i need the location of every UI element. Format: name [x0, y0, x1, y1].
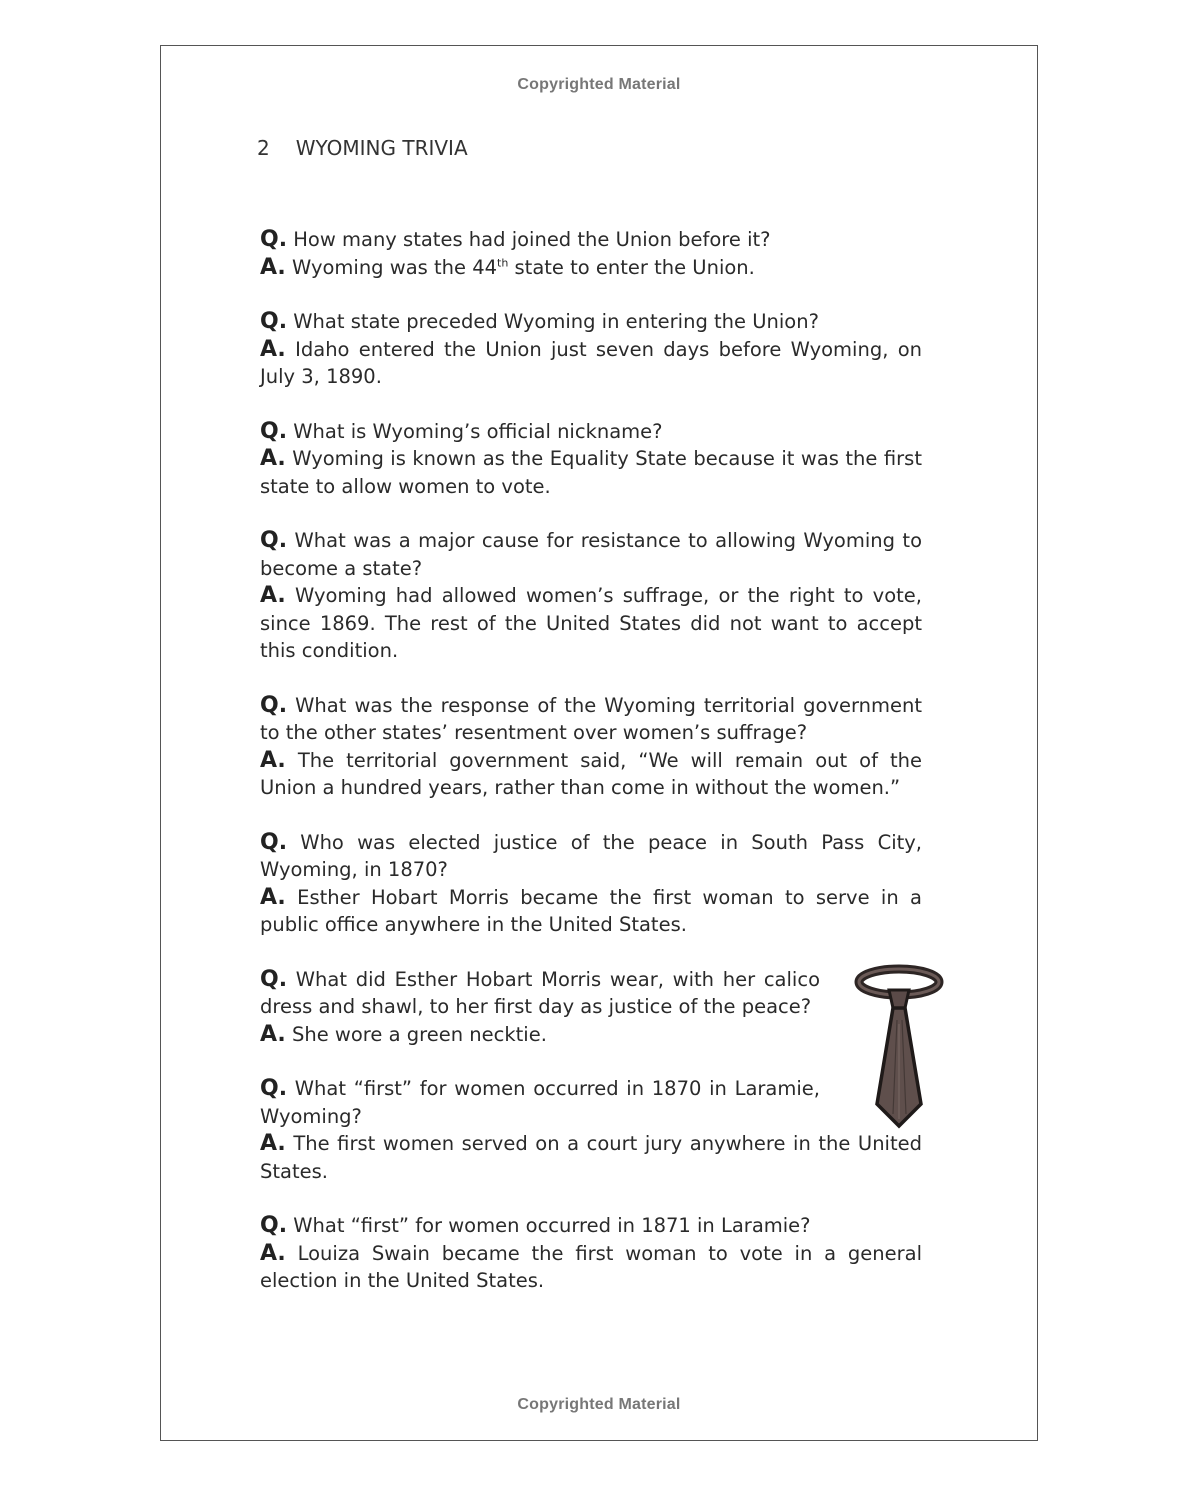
answer-text: Louiza Swain became the first woman to vote in a general election in the United States. — [260, 1241, 922, 1292]
question — [260, 1212, 922, 1240]
answer-text: Wyoming is known as the Equality State because it was the first state to allow women to vote. — [260, 447, 922, 498]
qa-item — [260, 308, 922, 391]
answer-text: She wore a green necktie. — [292, 1022, 547, 1046]
question-marker: Q. — [260, 309, 288, 334]
qa-item — [260, 692, 922, 802]
answer-marker: A. — [260, 336, 286, 362]
question-text: What is Wyoming’s official nickname? — [293, 419, 663, 443]
page-title: WYOMING TRIVIA — [295, 136, 468, 160]
qa-list — [260, 226, 922, 1322]
answer — [260, 336, 922, 391]
answer-marker: A. — [260, 446, 286, 471]
question-text: How many states had joined the Union before it? — [293, 228, 771, 251]
qa-item — [260, 527, 922, 665]
answer — [260, 445, 922, 500]
question-marker: Q. — [260, 418, 288, 444]
answer-marker: A. — [260, 747, 286, 773]
answer-marker: A. — [260, 884, 286, 910]
question-marker: Q. — [260, 966, 288, 992]
answer — [260, 1021, 820, 1049]
question-text: What was the response of the Wyoming territorial government to the other states’ resentment over women’s suffrage? — [260, 693, 923, 744]
answer-text: The first women served on a court jury anywhere in the United States. — [260, 1132, 922, 1183]
question-marker: Q. — [260, 528, 288, 553]
question-marker: Q. — [260, 829, 288, 855]
question-text: What “first” for women occurred in 1870 in Laramie, Wyoming? — [260, 1077, 820, 1128]
answer — [260, 747, 922, 802]
answer-marker: A. — [260, 1131, 286, 1156]
question-text: What “first” for women occurred in 1871 in Laramie? — [293, 1214, 811, 1237]
answer-text-end: state to enter the Union. — [508, 255, 755, 279]
question — [260, 226, 922, 254]
answer-text: The territorial government said, “We will remain out of the Union a hundred years, rather than come in without the women.” — [260, 748, 922, 799]
question-marker: Q. — [260, 1076, 288, 1101]
question — [260, 1075, 820, 1130]
answer-text: Wyoming had allowed women’s suffrage, or the right to vote, since 1869. The rest of the United States did not want to accept this condition. — [260, 584, 922, 662]
qa-item — [260, 418, 922, 501]
answer-marker: A. — [260, 1240, 286, 1266]
qa-item — [260, 829, 922, 939]
question-marker: Q. — [260, 1213, 288, 1238]
question — [260, 418, 922, 446]
answer — [260, 254, 922, 282]
book-page — [160, 45, 1038, 1441]
answer-marker: A. — [260, 583, 286, 608]
answer-marker: A. — [260, 1021, 286, 1047]
answer — [260, 1130, 922, 1185]
question — [260, 527, 922, 582]
question-text: Who was elected justice of the peace in South Pass City, Wyoming, in 1870? — [260, 830, 922, 881]
answer — [260, 884, 922, 939]
question-marker: Q. — [260, 227, 288, 252]
necktie-icon — [849, 964, 949, 1134]
page-number: 2 — [257, 136, 270, 160]
answer-text: Idaho entered the Union just seven days before Wyoming, on July 3, 1890. — [260, 337, 923, 388]
running-head — [257, 136, 468, 160]
question — [260, 692, 922, 747]
qa-item — [260, 1075, 922, 1185]
ordinal-suffix: th — [497, 256, 509, 269]
question-text: What state preceded Wyoming in entering the Union? — [293, 310, 819, 333]
qa-item — [260, 1212, 922, 1295]
answer-text: Esther Hobart Morris became the first woman to serve in a public office anywhere in the United States. — [260, 885, 922, 936]
answer — [260, 582, 922, 665]
watermark-top: Copyrighted Material — [517, 76, 681, 93]
question — [260, 966, 820, 1021]
qa-item — [260, 226, 922, 281]
question — [260, 829, 922, 884]
question-text: What did Esther Hobart Morris wear, with her calico dress and shawl, to her first day as justice of the peace? — [260, 967, 820, 1018]
qa-item — [260, 966, 922, 1049]
question — [260, 308, 922, 336]
question-text: What was a major cause for resistance to allowing Wyoming to become a state? — [260, 529, 923, 580]
question-marker: Q. — [260, 692, 288, 718]
watermark-bottom: Copyrighted Material — [517, 1396, 681, 1413]
answer-text: Wyoming was the 44 — [292, 255, 498, 279]
answer-marker: A. — [260, 254, 286, 280]
answer — [260, 1240, 922, 1295]
